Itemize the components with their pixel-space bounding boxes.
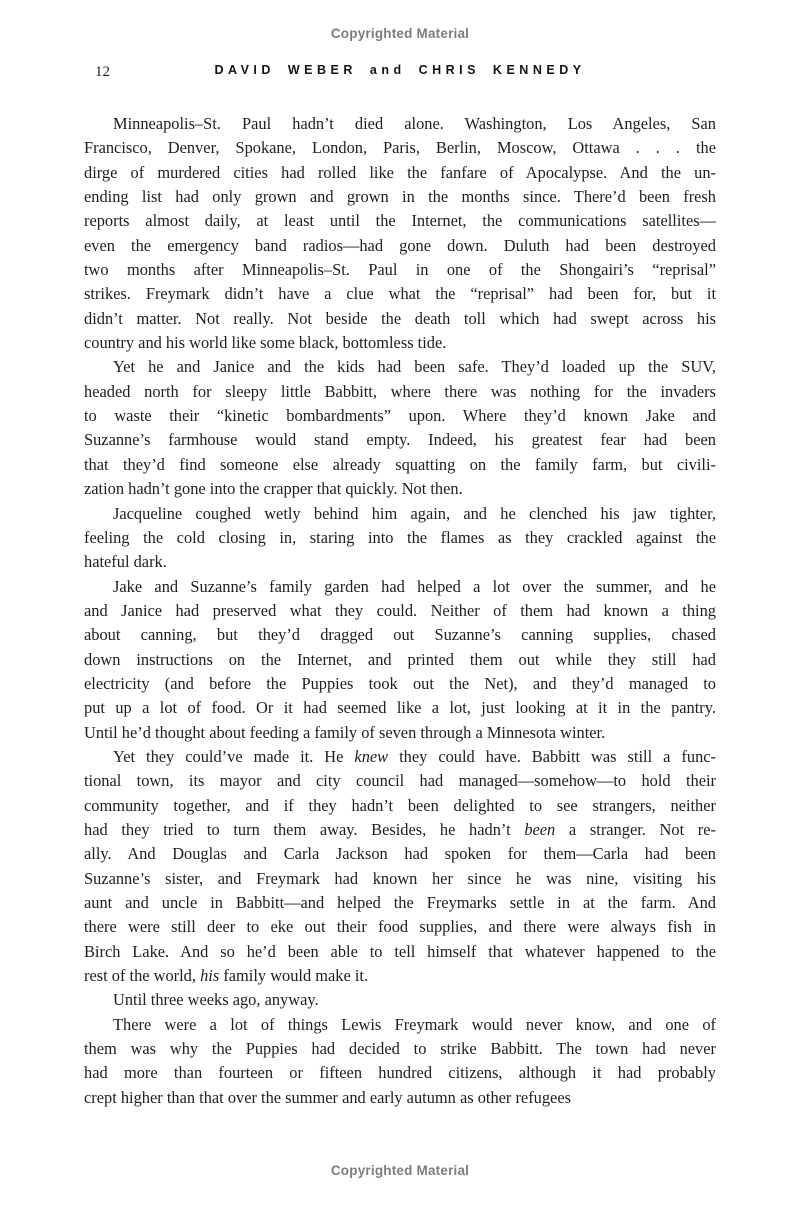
text-line [84,915,716,939]
text-segment: had more than fourteen or fifteen hundred citizens, although it had probably [84,1063,716,1083]
text-segment: ally. And Douglas and Carla Jackson had spoken for them—Carla had been [84,844,716,864]
text-line [84,1037,716,1061]
text-segment: two months after Minneapolis–St. Paul in one of the Shongairi’s “reprisal” [84,260,716,280]
text-segment: dirge of murdered cities had rolled like the fanfare of Apocalypse. And the un- [84,162,716,182]
text-segment: Until he’d thought about feeding a family of seven through a Minnesota winter. [84,722,606,742]
text-line [84,526,716,550]
text-line [84,964,716,988]
text-line [84,161,716,185]
page-body [84,112,716,1110]
text-segment: crept higher than that over the summer and early autumn as other refugees [84,1087,571,1107]
text-segment: tional town, its mayor and city council had managed—somehow—to hold their [84,771,716,791]
text-line [84,891,716,915]
text-segment: hateful dark. [84,552,167,572]
text-line [84,1086,716,1110]
text-line [84,502,716,526]
text-line [84,769,716,793]
text-line [84,550,716,574]
running-header-authors: DAVID WEBER and CHRIS KENNEDY [214,63,586,77]
text-line [84,355,716,379]
paragraph [84,355,716,501]
text-segment: rest of the world, [84,966,201,986]
text-line [84,1013,716,1037]
text-segment: them was why the Puppies had decided to strike Babbitt. The town had never [84,1039,716,1059]
text-line [84,307,716,331]
text-line [84,623,716,647]
text-segment: a stranger. Not re- [555,819,716,839]
text-segment: even the emergency band radios—had gone down. Duluth had been destroyed [84,235,716,255]
text-line [84,745,716,769]
page-number: 12 [95,64,110,80]
text-segment: there were still deer to eke out their food supplies, and there were always fish in [84,917,716,937]
text-segment: Jacqueline coughed wetly behind him again, and he clenched his jaw tighter, [113,503,716,523]
text-segment: Yet they could’ve made it. He [113,746,355,766]
text-segment: There were a lot of things Lewis Freymark would never know, and one of [113,1014,716,1034]
text-line [84,209,716,233]
text-segment: Jake and Suzanne’s family garden had helped a lot over the summer, and he [113,576,716,596]
text-segment: about canning, but they’d dragged out Suzanne’s canning supplies, chased [84,625,716,645]
text-segment: to waste their “kinetic bombardments” upon. Where they’d known Jake and [84,406,716,426]
text-line [84,721,716,745]
text-line [84,672,716,696]
copyright-notice-bottom: Copyrighted Material [330,1163,470,1178]
text-line [84,404,716,428]
text-segment: strikes. Freymark didn’t have a clue what the “reprisal” had been for, but it [84,284,716,304]
text-line [84,234,716,258]
text-line [84,185,716,209]
text-segment: reports almost daily, at least until the Internet, the communications satellites— [84,211,716,231]
text-line [84,818,716,842]
text-segment: that they’d find someone else already squatting on the family farm, but civili- [84,454,716,474]
text-line [84,258,716,282]
text-segment: put up a lot of food. Or it had seemed like a lot, just looking at it in the pantry. [84,698,716,718]
text-line [84,282,716,306]
text-line [84,696,716,720]
text-line [84,428,716,452]
text-line [84,794,716,818]
text-segment: down instructions on the Internet, and printed them out while they still had [84,649,716,669]
text-segment: and Janice had preserved what they could. Neither of them had known a thing [84,600,716,620]
text-segment: didn’t matter. Not really. Not beside the death toll which had swept across his [84,308,716,328]
text-line [84,1061,716,1085]
text-line [84,136,716,160]
italic-text: knew [354,746,389,766]
text-segment: community together, and if they hadn’t been delighted to see strangers, neither [84,795,716,815]
text-line [84,477,716,501]
text-segment: aunt and uncle in Babbitt—and helped the Freymarks settle in at the farm. And [84,893,716,912]
text-segment: headed north for sleepy little Babbitt, where there was nothing for the invaders [84,381,716,401]
text-line [84,380,716,404]
text-segment: they could have. Babbitt was still a func- [388,746,717,766]
text-segment: feeling the cold closing in, staring into the flames as they crackled against the [84,527,716,547]
paragraph [84,745,716,988]
paragraph [84,988,716,1012]
copyright-notice-top: Copyrighted Material [330,26,470,41]
text-segment: Suzanne’s farmhouse would stand empty. Indeed, his greatest fear had been [84,430,716,450]
text-segment: Until three weeks ago, anyway. [113,990,319,1010]
text-line [84,867,716,891]
text-segment: electricity (and before the Puppies took out the Net), and they’d managed to [84,673,716,693]
text-segment: family would make it. [219,966,369,986]
text-segment: Birch Lake. And so he’d been able to tell himself that whatever happened to the [84,941,716,961]
text-segment: country and his world like some black, bottomless tide. [84,333,447,353]
paragraph [84,112,716,355]
text-segment: had they tried to turn them away. Besides, he hadn’t [84,819,525,839]
text-segment: ending list had only grown and grown in the months since. There’d been fresh [84,187,716,207]
text-line [84,988,716,1012]
text-segment: Yet he and Janice and the kids had been safe. They’d loaded up the SUV, [113,357,716,377]
text-segment: zation hadn’t gone into the crapper that quickly. Not then. [84,479,463,499]
text-line [84,940,716,964]
paragraph [84,575,716,745]
paragraph [84,502,716,575]
text-line [84,112,716,136]
italic-text: been [524,819,556,839]
text-line [84,453,716,477]
running-header [0,63,800,83]
text-line [84,575,716,599]
text-segment: Francisco, Denver, Spokane, London, Paris, Berlin, Moscow, Ottawa . . . the [84,138,716,158]
text-segment: Suzanne’s sister, and Freymark had known her since he was nine, visiting his [84,868,716,888]
paragraph [84,1013,716,1110]
text-line [84,648,716,672]
text-segment: Minneapolis–St. Paul hadn’t died alone. Washington, Los Angeles, San [113,114,716,133]
text-line [84,331,716,355]
italic-text: his [200,966,220,986]
text-line [84,842,716,866]
text-line [84,599,716,623]
